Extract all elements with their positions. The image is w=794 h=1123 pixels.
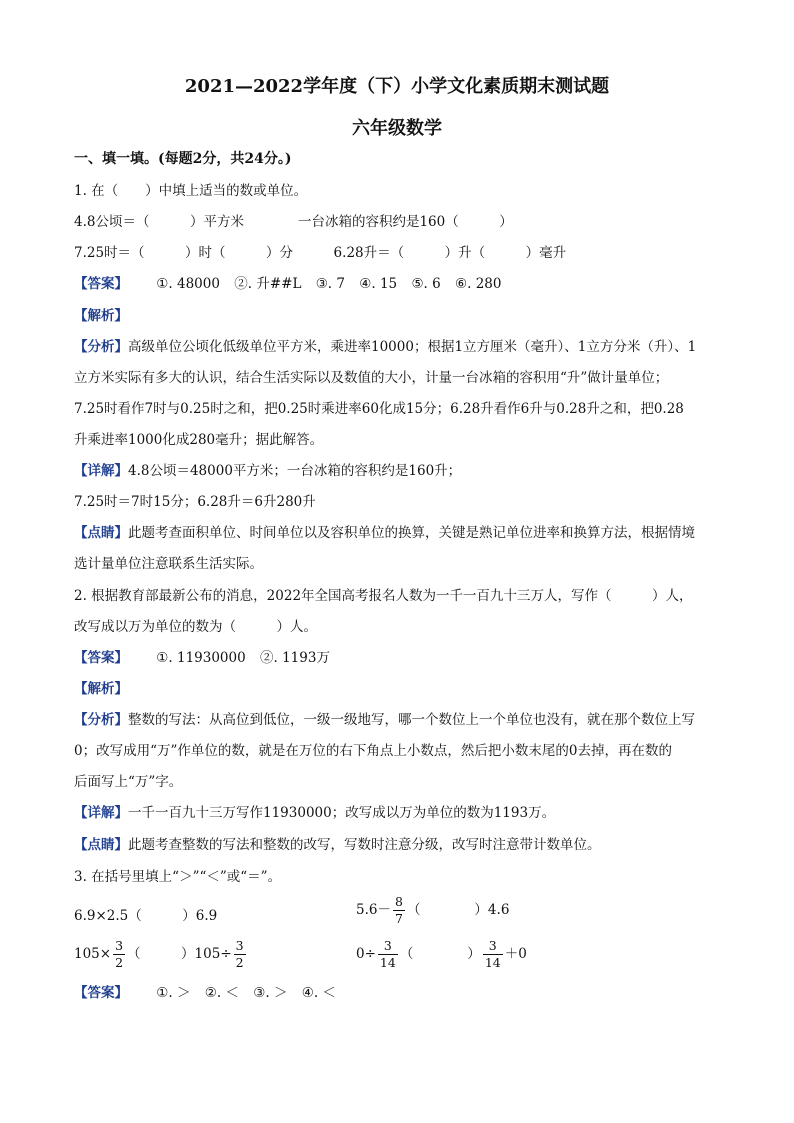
q1-comment-text-1: 此题考查面积单位、时间单位以及容积单位的换算，关键是熟记单位进率和换算方法，根据情境 <box>128 525 695 541</box>
q2-answer-2: ②. 1193万 <box>260 650 330 666</box>
comment-label: 【点睛】 <box>74 837 128 853</box>
q3-expr-4-mid: （ ） <box>399 946 481 962</box>
q1-answer-6: ⑥. 280 <box>455 276 502 292</box>
q3-expr-4 <box>356 938 527 971</box>
q1-answer-2: ②. 升##L <box>234 276 302 292</box>
page-title: 2021—2022学年度（下）小学文化素质期末测试题 <box>184 76 610 97</box>
fraction-numerator: 3 <box>378 938 398 955</box>
analysis-title: 【解析】 <box>74 308 128 324</box>
fraction-numerator: 3 <box>115 938 124 953</box>
comment-label: 【点睛】 <box>74 525 128 541</box>
q2-detail-line-1 <box>74 804 555 822</box>
q1-comment-line-2: 选计量单位注意联系生活实际。 <box>74 556 263 572</box>
page-subtitle: 六年级数学 <box>352 118 442 139</box>
q2-analysis-line-2: 0；改写成用“万”作单位的数，就是在万位的右下角点上小数点，然后把小数末尾的0去掉，再在数的 <box>74 743 672 759</box>
q3-expr-2-lhs: 5.6－ <box>356 902 391 918</box>
q3-expr-3-fraction-2 <box>234 938 246 971</box>
fraction-denominator: 7 <box>394 911 403 926</box>
q1-answer-4: ④. 15 <box>359 276 398 292</box>
q1-answer-3: ③. 7 <box>315 276 345 292</box>
q1-answer-5: ⑤. 6 <box>411 276 441 292</box>
q3-answer-4: ④. ＜ <box>301 985 336 1001</box>
q2-analysis-line-3: 后面写上“万”字。 <box>74 774 183 790</box>
q1-analysis-line-3: 7.25时看作7时与0.25时之和，把0.25时乘进率60化成15分；6.28升看作6升与0.28升之和，把0.28 <box>74 401 684 417</box>
q1-line-a: 4.8公顷＝（ ）平方米 一台冰箱的容积约是160（ ） <box>74 214 513 230</box>
q2-answer-row <box>74 649 340 667</box>
q1-stem: 1. 在（ ）中填上适当的数或单位。 <box>74 183 308 199</box>
q3-expr-1: 6.9×2.5（ ）6.9 <box>74 908 218 924</box>
q2-analysis-line-1 <box>74 711 695 729</box>
fraction-numerator: 3 <box>483 938 503 955</box>
detail-label: 【详解】 <box>74 805 128 821</box>
q3-expr-2-fraction <box>393 894 405 927</box>
q3-expr-3 <box>74 938 248 971</box>
q3-expr-4-fraction-2 <box>483 938 503 971</box>
detail-label: 【详解】 <box>74 463 128 479</box>
q2-stem-line-1: 2. 根据教育部最新公布的消息，2022年全国高考报名人数为一千一百九十三万人，写作（ ）人， <box>74 588 693 604</box>
answer-label: 【答案】 <box>74 985 128 1001</box>
fraction-denominator: 2 <box>115 955 124 970</box>
q1-analysis-text-1: 高级单位公顷化低级单位平方米，乘进率10000；根据1立方厘米（毫升）、1立方分米（升）、1 <box>128 339 697 355</box>
q2-comment-line-1 <box>74 836 601 854</box>
q2-comment-text-1: 此题考查整数的写法和整数的改写，写数时注意分级，改写时注意带计数单位。 <box>128 837 601 853</box>
q1-analysis-line-4: 升乘进率1000化成280毫升；据此解答。 <box>74 432 324 448</box>
fraction-numerator: 8 <box>394 894 403 909</box>
analysis-label: 【分析】 <box>74 712 128 728</box>
answer-label: 【答案】 <box>74 650 128 666</box>
fraction-denominator: 14 <box>379 955 396 970</box>
q3-expr-4-rhs: ＋0 <box>504 946 527 962</box>
q1-analysis-line-1 <box>74 338 696 356</box>
q2-analysis-text-1: 整数的写法：从高位到低位，一级一级地写，哪一个数位上一个单位也没有，就在那个数位上写 <box>128 712 695 728</box>
q1-line-b: 7.25时＝（ ）时（ ）分 6.28升＝（ ）升（ ）毫升 <box>74 245 567 261</box>
q1-detail-line-1 <box>74 462 461 480</box>
q3-expr-2 <box>356 894 509 927</box>
q3-expr-3-lhs: 105× <box>74 946 112 962</box>
q3-answer-row <box>74 984 346 1002</box>
q3-expr-2-rhs: （ ）4.6 <box>406 902 510 918</box>
q1-comment-line-1 <box>74 524 695 542</box>
q2-stem-line-2: 改写成以万为单位的数为（ ）人。 <box>74 619 317 635</box>
analysis-title: 【解析】 <box>74 681 128 697</box>
q1-answer-row <box>74 275 511 293</box>
q3-expr-3-fraction-1 <box>113 938 125 971</box>
q2-answer-1: ①. 11930000 <box>156 650 246 666</box>
q2-detail-text-1: 一千一百九十三万写作11930000；改写成以万为单位的数为1193万。 <box>128 805 556 821</box>
fraction-numerator: 3 <box>235 938 244 953</box>
q3-answer-2: ②. ＜ <box>204 985 239 1001</box>
q3-expr-4-fraction-1 <box>378 938 398 971</box>
q3-expr-3-mid: （ ）105÷ <box>127 946 232 962</box>
q1-detail-text-1: 4.8公顷＝48000平方米；一台冰箱的容积约是160升； <box>128 463 462 479</box>
section-heading: 一、填一填。(每题2分，共24分。) <box>74 151 292 167</box>
analysis-label: 【分析】 <box>74 339 128 355</box>
answer-label: 【答案】 <box>74 276 128 292</box>
q3-answer-1: ①. ＞ <box>156 985 191 1001</box>
q3-stem: 3. 在括号里填上“＞”“＜”或“＝”。 <box>74 869 282 885</box>
fraction-denominator: 2 <box>235 955 244 970</box>
q3-expr-4-lhs: 0÷ <box>356 946 376 962</box>
q3-answer-3: ③. ＞ <box>253 985 288 1001</box>
q1-answer-1: ①. 48000 <box>156 276 220 292</box>
fraction-denominator: 14 <box>484 955 501 970</box>
q1-analysis-line-2: 立方米实际有多大的认识，结合生活实际以及数值的大小，计量一台冰箱的容积用“升”做计量单位； <box>74 370 669 386</box>
q1-detail-line-2: 7.25时＝7时15分；6.28升＝6升280升 <box>74 494 316 510</box>
